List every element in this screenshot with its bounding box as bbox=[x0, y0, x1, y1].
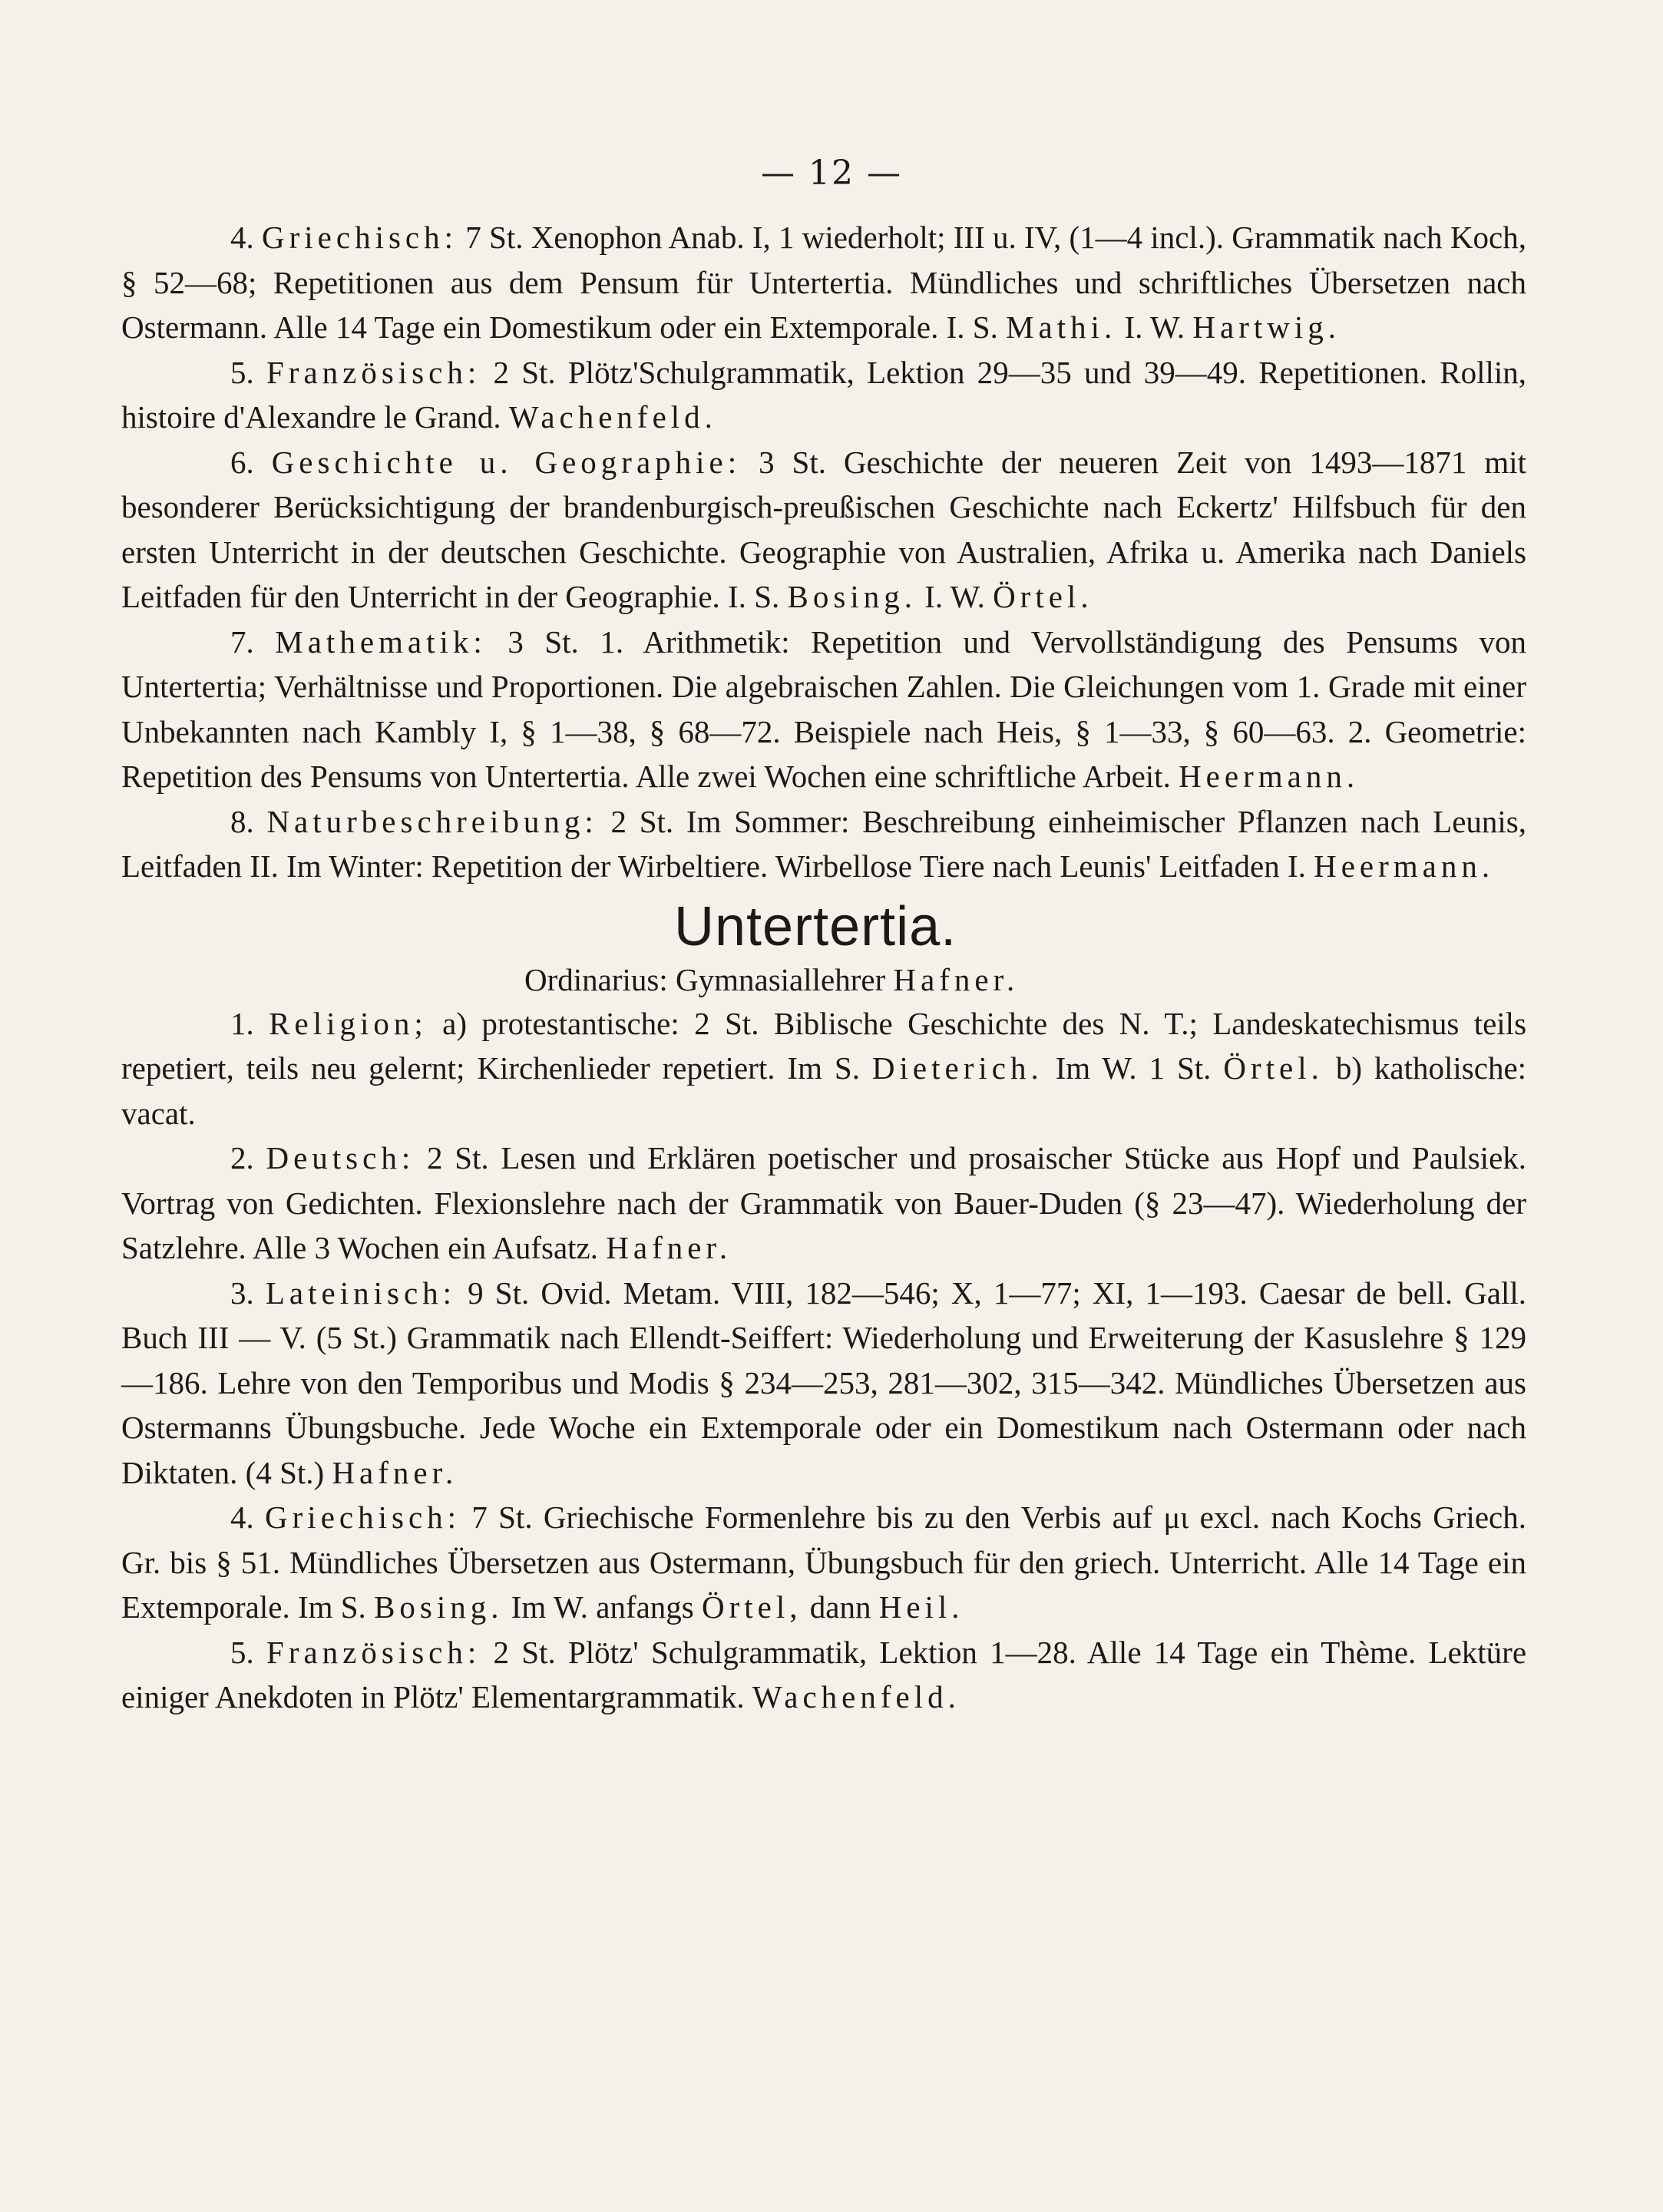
item-text: 2 St. Im Sommer: Beschreibung einheimischer Pflanzen nach Leunis, Leitfaden II. Im Winter: Repetition der Wirbeltiere. Wirbellose Tiere nach Leunis' Leitfaden I. bbox=[121, 803, 1526, 884]
page-content bbox=[121, 215, 1526, 1720]
item-text: 2 St. Plötz'Schulgrammatik, Lektion 29—35 und 39—49. Repetitionen. Rollin, histoire d'Alexandre le Grand. bbox=[121, 354, 1526, 435]
teacher-name: Wachenfeld. bbox=[752, 1679, 960, 1714]
subject-name: Lateinisch: bbox=[265, 1275, 457, 1311]
item-text-mid: Im W. 1 St. bbox=[1055, 1050, 1212, 1086]
teacher-name: Heermann. bbox=[1314, 848, 1495, 884]
subject-name: Mathematik: bbox=[275, 623, 487, 660]
page-number: — 12 — bbox=[761, 154, 902, 193]
teacher-name: Hafner. bbox=[606, 1230, 732, 1265]
subject-name: Griechisch: bbox=[262, 220, 458, 255]
subject-name: Geschichte u. Geographie: bbox=[271, 444, 742, 480]
ordinarius-line bbox=[121, 958, 1526, 1001]
item-number: 7. bbox=[230, 623, 254, 660]
ordinarius-label: Ordinarius: Gymnasiallehrer bbox=[524, 961, 886, 997]
teacher-name: Örtel. bbox=[1223, 1050, 1324, 1086]
item-text: 2 St. Plötz' Schulgrammatik, Lektion 1—28. Alle 14 Tage ein Thème. Lektüre einiger Anekdoten in Plötz' Elementargrammatik. bbox=[121, 1634, 1527, 1714]
item-number: 4. bbox=[230, 220, 254, 255]
item-number: 6. bbox=[230, 444, 254, 480]
teacher-name: Bosing. bbox=[787, 579, 917, 614]
item-number: 2. bbox=[230, 1140, 254, 1175]
item-french bbox=[121, 1630, 1526, 1720]
teacher-name: Heil. bbox=[878, 1589, 964, 1625]
item-history-geography bbox=[121, 440, 1526, 620]
subject-name: Religion; bbox=[269, 1005, 428, 1041]
item-text: 7 St. Xenophon Anab. I, 1 wiederholt; III u. IV, (1—4 incl.). Grammatik nach Koch, § 52—68; Repetitionen aus dem Pensum für Untertertia. Mündliches und schriftliches Übersetzen nach Ostermann. Alle 14 Tage ein Domestikum oder ein Extemporale. I. S. bbox=[121, 220, 1526, 345]
subject-name: Französisch: bbox=[266, 1634, 481, 1670]
item-text: 7 St. Griechische Formenlehre bis zu den Verbis auf μι excl. nach Kochs Griech. Gr. bis § 51. Mündliches Übersetzen aus Ostermann, Übungsbuch für den griech. Unterricht. Alle 14 Tage ein Extemporale. Im S. bbox=[121, 1499, 1526, 1625]
item-text: a) protestantische: 2 St. Biblische Geschichte des N. T.; Landeskatechismus teils repetiert, teils neu gelernt; Kirchenlieder repetiert. Im S. bbox=[121, 1005, 1527, 1086]
item-number: 5. bbox=[230, 354, 254, 390]
item-text: 2 St. Lesen und Erklären poetischer und prosaischer Stücke aus Hopf und Paulsiek. Vortrag von Gedichten. Flexionslehre nach der Grammatik von Bauer-Duden (§ 23—47). Wiederholung der Satzlehre. Alle 3 Wochen ein Aufsatz. bbox=[121, 1140, 1527, 1265]
subject-name: Deutsch: bbox=[266, 1140, 415, 1175]
item-text-tail: dann bbox=[809, 1589, 871, 1625]
subject-name: Naturbeschreibung: bbox=[266, 803, 598, 839]
teacher-name: Heermann. bbox=[1179, 759, 1360, 794]
item-text: 3 St. Geschichte der neueren Zeit von 1493—1871 mit besonderer Berücksichtigung der brandenburgisch-preußischen Geschichte nach Eckertz' Hilfsbuch für den ersten Unterricht in der deutschen Geschichte. Geographie von Australien, Afrika u. Amerika nach Daniels Leitfaden für den Unterricht in der Geographie. I. S. bbox=[121, 444, 1527, 614]
item-text-mid: I. W. bbox=[924, 579, 985, 614]
item-text-mid: I. W. bbox=[1124, 309, 1185, 345]
teacher-name: Bosing. bbox=[374, 1589, 504, 1625]
teacher-name: Örtel, bbox=[702, 1589, 802, 1625]
item-number: 3. bbox=[230, 1275, 254, 1311]
teacher-name: Mathi. bbox=[1006, 309, 1117, 345]
item-mathematics bbox=[121, 620, 1526, 799]
teacher-name: Örtel. bbox=[993, 579, 1093, 614]
item-text-tail: b) katholische: vacat. bbox=[121, 1050, 1527, 1131]
item-text-mid: Im W. anfangs bbox=[511, 1589, 694, 1625]
teacher-name: Dieterich. bbox=[871, 1050, 1043, 1086]
item-greek bbox=[121, 1495, 1526, 1630]
item-number: 1. bbox=[230, 1005, 254, 1041]
subject-name: Französisch: bbox=[266, 354, 481, 390]
item-text: 3 St. 1. Arithmetik: Repetition und Vervollständigung des Pensums von Untertertia; Verhältnisse und Proportionen. Die algebraischen Zahlen. Die Gleichungen vom 1. Grade mit einer Unbekannten nach Kambly I, § 1—38, § 68—72. Beispiele nach Heis, § 1—33, § 60—63. 2. Geometrie: Repetition des Pensums von Untertertia. Alle zwei Wochen eine schriftliche Arbeit. bbox=[121, 623, 1526, 794]
item-number: 8. bbox=[230, 803, 254, 839]
item-text: 9 St. Ovid. Metam. VIII, 182—546; X, 1—77; XI, 1—193. Caesar de bell. Gall. Buch III — V. (5 St.) Grammatik nach Ellendt-Seiffert: Wiederholung und Erweiterung der Kasuslehre § 129—186. Lehre von den Temporibus und Modis § 234—253, 281—302, 315—342. Mündliches Übersetzen aus Ostermanns Übungsbuche. Jede Woche ein Extemporale oder ein Domestikum nach Ostermann oder nach Diktaten. (4 St.) bbox=[121, 1275, 1527, 1490]
section-title: Untertertia. bbox=[674, 895, 957, 957]
teacher-name: Hafner. bbox=[332, 1454, 458, 1490]
item-natural-history bbox=[121, 799, 1526, 889]
ordinarius-name: Hafner. bbox=[893, 961, 1020, 997]
item-greek-previous bbox=[121, 215, 1526, 350]
teacher-name: Wachenfeld. bbox=[508, 399, 717, 435]
item-latin bbox=[121, 1271, 1526, 1496]
teacher-name: Hartwig. bbox=[1192, 309, 1341, 345]
subject-name: Griechisch: bbox=[265, 1499, 461, 1535]
item-german bbox=[121, 1136, 1526, 1271]
item-number: 5. bbox=[230, 1634, 254, 1670]
item-number: 4. bbox=[230, 1499, 254, 1535]
item-french-previous bbox=[121, 350, 1526, 440]
item-religion bbox=[121, 1001, 1526, 1136]
